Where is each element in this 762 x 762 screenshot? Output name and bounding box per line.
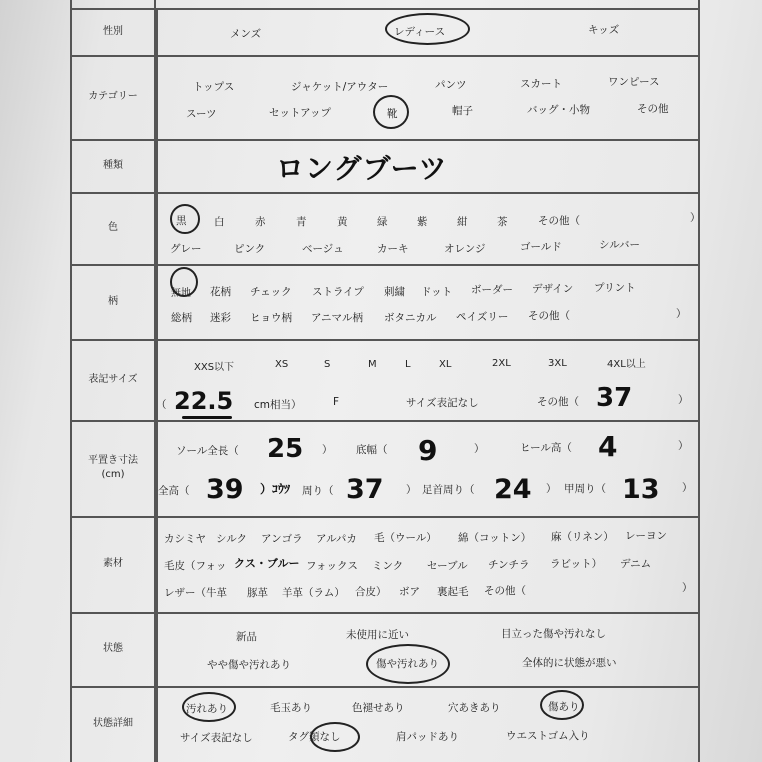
material-angora: アンゴラ [261,533,303,545]
handwritten-other-size: 37 [596,383,633,413]
size-xs: XS [275,359,289,370]
row-label: 性別 [70,8,158,55]
option-purple: 紫 [417,216,428,228]
size-none: サイズ表記なし [406,397,479,409]
row-label: 柄 [70,264,158,339]
option-stripe: ストライプ [312,286,364,298]
handwritten-calf: 37 [346,474,384,505]
size-xl: XL [439,359,452,370]
selection-circle [540,690,584,720]
paren-close: ） [676,308,687,320]
size-other: その他（ [537,396,579,408]
option-other: その他（ [538,215,580,227]
detail-stains: 汚れあり [186,703,228,715]
option-gold: ゴールド [520,241,562,253]
paren-close: ） [690,212,701,224]
option-green: 緑 [377,216,388,228]
detail-scratches: 傷あり [548,701,580,713]
row-measurements [70,420,700,516]
detail-no-tags: タグ類なし [288,731,341,743]
row-material [70,516,700,612]
condition-poor: 全体的に状態が悪い [522,657,617,669]
label-text: 平置き寸法 [88,455,138,466]
handwritten-cm-size: 22.5 [174,387,234,415]
paren-close: ） [546,483,557,495]
material-chinchilla: チンチラ [488,559,530,571]
size-m: M [368,359,377,370]
option-bag: バッグ・小物 [527,104,590,116]
option-jacket: ジャケット/アウター [291,81,389,93]
option-black: 黒 [176,215,187,227]
row-category [70,55,700,139]
option-onepiece: ワンピース [608,76,660,88]
paren-close: ） [678,440,689,452]
material-mink: ミンク [372,560,404,572]
handwritten-ankle: 24 [494,474,532,505]
handwritten-heel-height: 4 [598,430,618,463]
option-skirt: スカート [520,78,562,90]
option-gray: グレー [170,243,202,255]
material-brushed: 裏起毛 [437,586,469,598]
handwritten-total-height: 39 [206,474,244,505]
label-sole-length: ソール全長（ [176,445,239,457]
option-hat: 帽子 [452,105,473,117]
paren-close: ） [678,394,689,406]
option-pink: ピンク [234,243,266,255]
material-linen: 麻（リネン） [551,531,614,543]
option-khaki: カーキ [377,243,409,255]
condition-new: 新品 [236,631,257,643]
paren-close: ） [322,444,333,456]
row-pattern [70,264,700,339]
label-instep: 甲周り（ [564,483,606,495]
selection-circle [385,13,470,45]
size-l: L [405,359,411,370]
row-label [70,420,158,516]
condition-slight-damage: やや傷や汚れあり [207,659,291,671]
row-size [70,339,700,420]
option-silver: シルバー [599,239,641,251]
selection-circle [170,267,198,297]
paren-close: ） [682,582,693,594]
material-rayon: レーヨン [625,530,667,542]
option-border: ボーダー [471,284,513,296]
material-cashmere: カシミヤ [164,533,206,545]
material-fox: フォックス [306,560,358,572]
option-dot: ドット [421,286,453,298]
selection-circle [366,644,450,684]
label-heel-height: ヒール高（ [520,442,572,454]
row-label: 状態詳細 [70,686,158,762]
option-suits: スーツ [186,108,217,120]
label-total-height: 全高（ [158,485,190,497]
option-white: 白 [214,216,225,228]
row-label: 表記サイズ [70,339,158,420]
option-navy: 紺 [457,216,468,228]
row-color [70,192,700,264]
selection-circle [170,204,200,234]
label-ankle: 足首周り（ [422,484,475,496]
option-beige: ベージュ [302,243,344,255]
handwritten-blue-fox: クス・ブルー [234,557,300,570]
detail-no-size-label: サイズ表記なし [180,732,253,744]
option-shoes: 靴 [387,108,398,120]
row-label: カテゴリー [70,55,158,139]
option-paisley: ペイズリー [456,311,509,323]
handwritten-instep: 13 [622,474,660,505]
row-label: 色 [70,192,158,264]
size-xxs: XXS以下 [194,362,235,373]
row-label: 素材 [70,516,158,612]
material-leather: レザー（牛革 [164,587,227,599]
label-sole-width: 底幅（ [356,444,388,456]
handwritten-sole-width: 9 [418,434,438,467]
material-silk: シルク [216,533,248,545]
detail-elastic-waist: ウエストゴム入り [506,730,590,742]
option-animal: アニマル柄 [311,312,363,324]
condition-like-new: 未使用に近い [346,629,409,641]
size-3xl: 3XL [548,358,567,369]
size-2xl: 2XL [492,358,511,369]
row-kind [70,139,700,192]
option-design: デザイン [532,283,574,295]
handwritten-sole-length: 25 [267,434,304,464]
material-synthetic: 合皮） [355,586,387,598]
material-other: その他（ [484,585,526,597]
material-alpaca: アルパカ [316,533,357,545]
material-rabbit: ラビット） [550,558,603,570]
row-label: 状態 [70,612,158,686]
condition-no-damage: 目立った傷や汚れなし [501,628,606,640]
size-4xl: 4XL以上 [607,359,646,370]
material-wool: 毛（ウール） [374,532,437,544]
material-fur: 毛皮（フォッ [164,560,227,572]
material-boa: ボア [399,586,420,598]
detail-shoulder-pads: 肩パッドあり [396,731,459,743]
option-botanical: ボタニカル [384,312,437,324]
option-setup: セットアップ [269,107,331,119]
option-other: その他 [637,103,669,115]
label-unit: (cm) [101,469,125,480]
option-other: その他（ [528,310,570,322]
selection-circle [373,95,409,129]
material-denim: デニム [620,558,652,570]
paren-close: ） [682,482,693,494]
option-brown: 茶 [497,216,508,228]
option-tops: トップス [193,81,235,93]
option-yellow: 黄 [337,216,348,228]
option-camo: 迷彩 [210,312,231,324]
option-ladies: レディース [394,26,446,38]
option-leopard: ヒョウ柄 [250,312,292,324]
option-print: プリント [594,282,636,294]
paren-close: ） [474,443,485,455]
option-orange: オレンジ [444,243,486,255]
selection-circle [182,692,236,722]
option-blue: 青 [296,216,307,228]
material-lamb: 羊革（ラム） [282,587,345,599]
form-table [70,0,700,762]
row-condition [70,612,700,686]
condition-damage: 傷や汚れあり [376,658,439,670]
row-gender [70,8,700,55]
option-mens: メンズ [230,28,262,40]
material-pigskin: 豚革 [247,587,268,599]
selection-circle [310,722,360,752]
option-kids: キッズ [588,24,620,36]
option-floral: 花柄 [210,286,231,298]
underline-mark [182,416,232,419]
option-embroidery: 刺繍 [384,286,405,298]
option-allover: 総柄 [171,312,192,324]
row-detail [70,686,700,762]
size-s: S [324,359,331,370]
option-red: 赤 [255,216,266,228]
option-pants: パンツ [435,79,467,91]
detail-fading: 色褪せあり [352,702,405,714]
material-cotton: 綿（コットン） [458,532,532,544]
cm-equivalent: cm相当） [254,399,302,411]
material-sable: セーブル [427,560,468,572]
option-check: チェック [250,286,292,298]
detail-pilling: 毛玉あり [270,702,312,714]
handwritten-kind: ロングブーツ [276,152,448,185]
detail-holes: 穴あきあり [448,702,501,714]
option-solid: 無地 [171,288,191,299]
paren-close: ） [406,484,417,496]
size-f: F [333,396,340,408]
label-calf: 周り（ [302,485,334,497]
handwritten-shaft-note: ）ｺｳﾂ [260,482,291,496]
paren-open: （ [156,399,167,411]
row-label: 種類 [70,139,158,192]
